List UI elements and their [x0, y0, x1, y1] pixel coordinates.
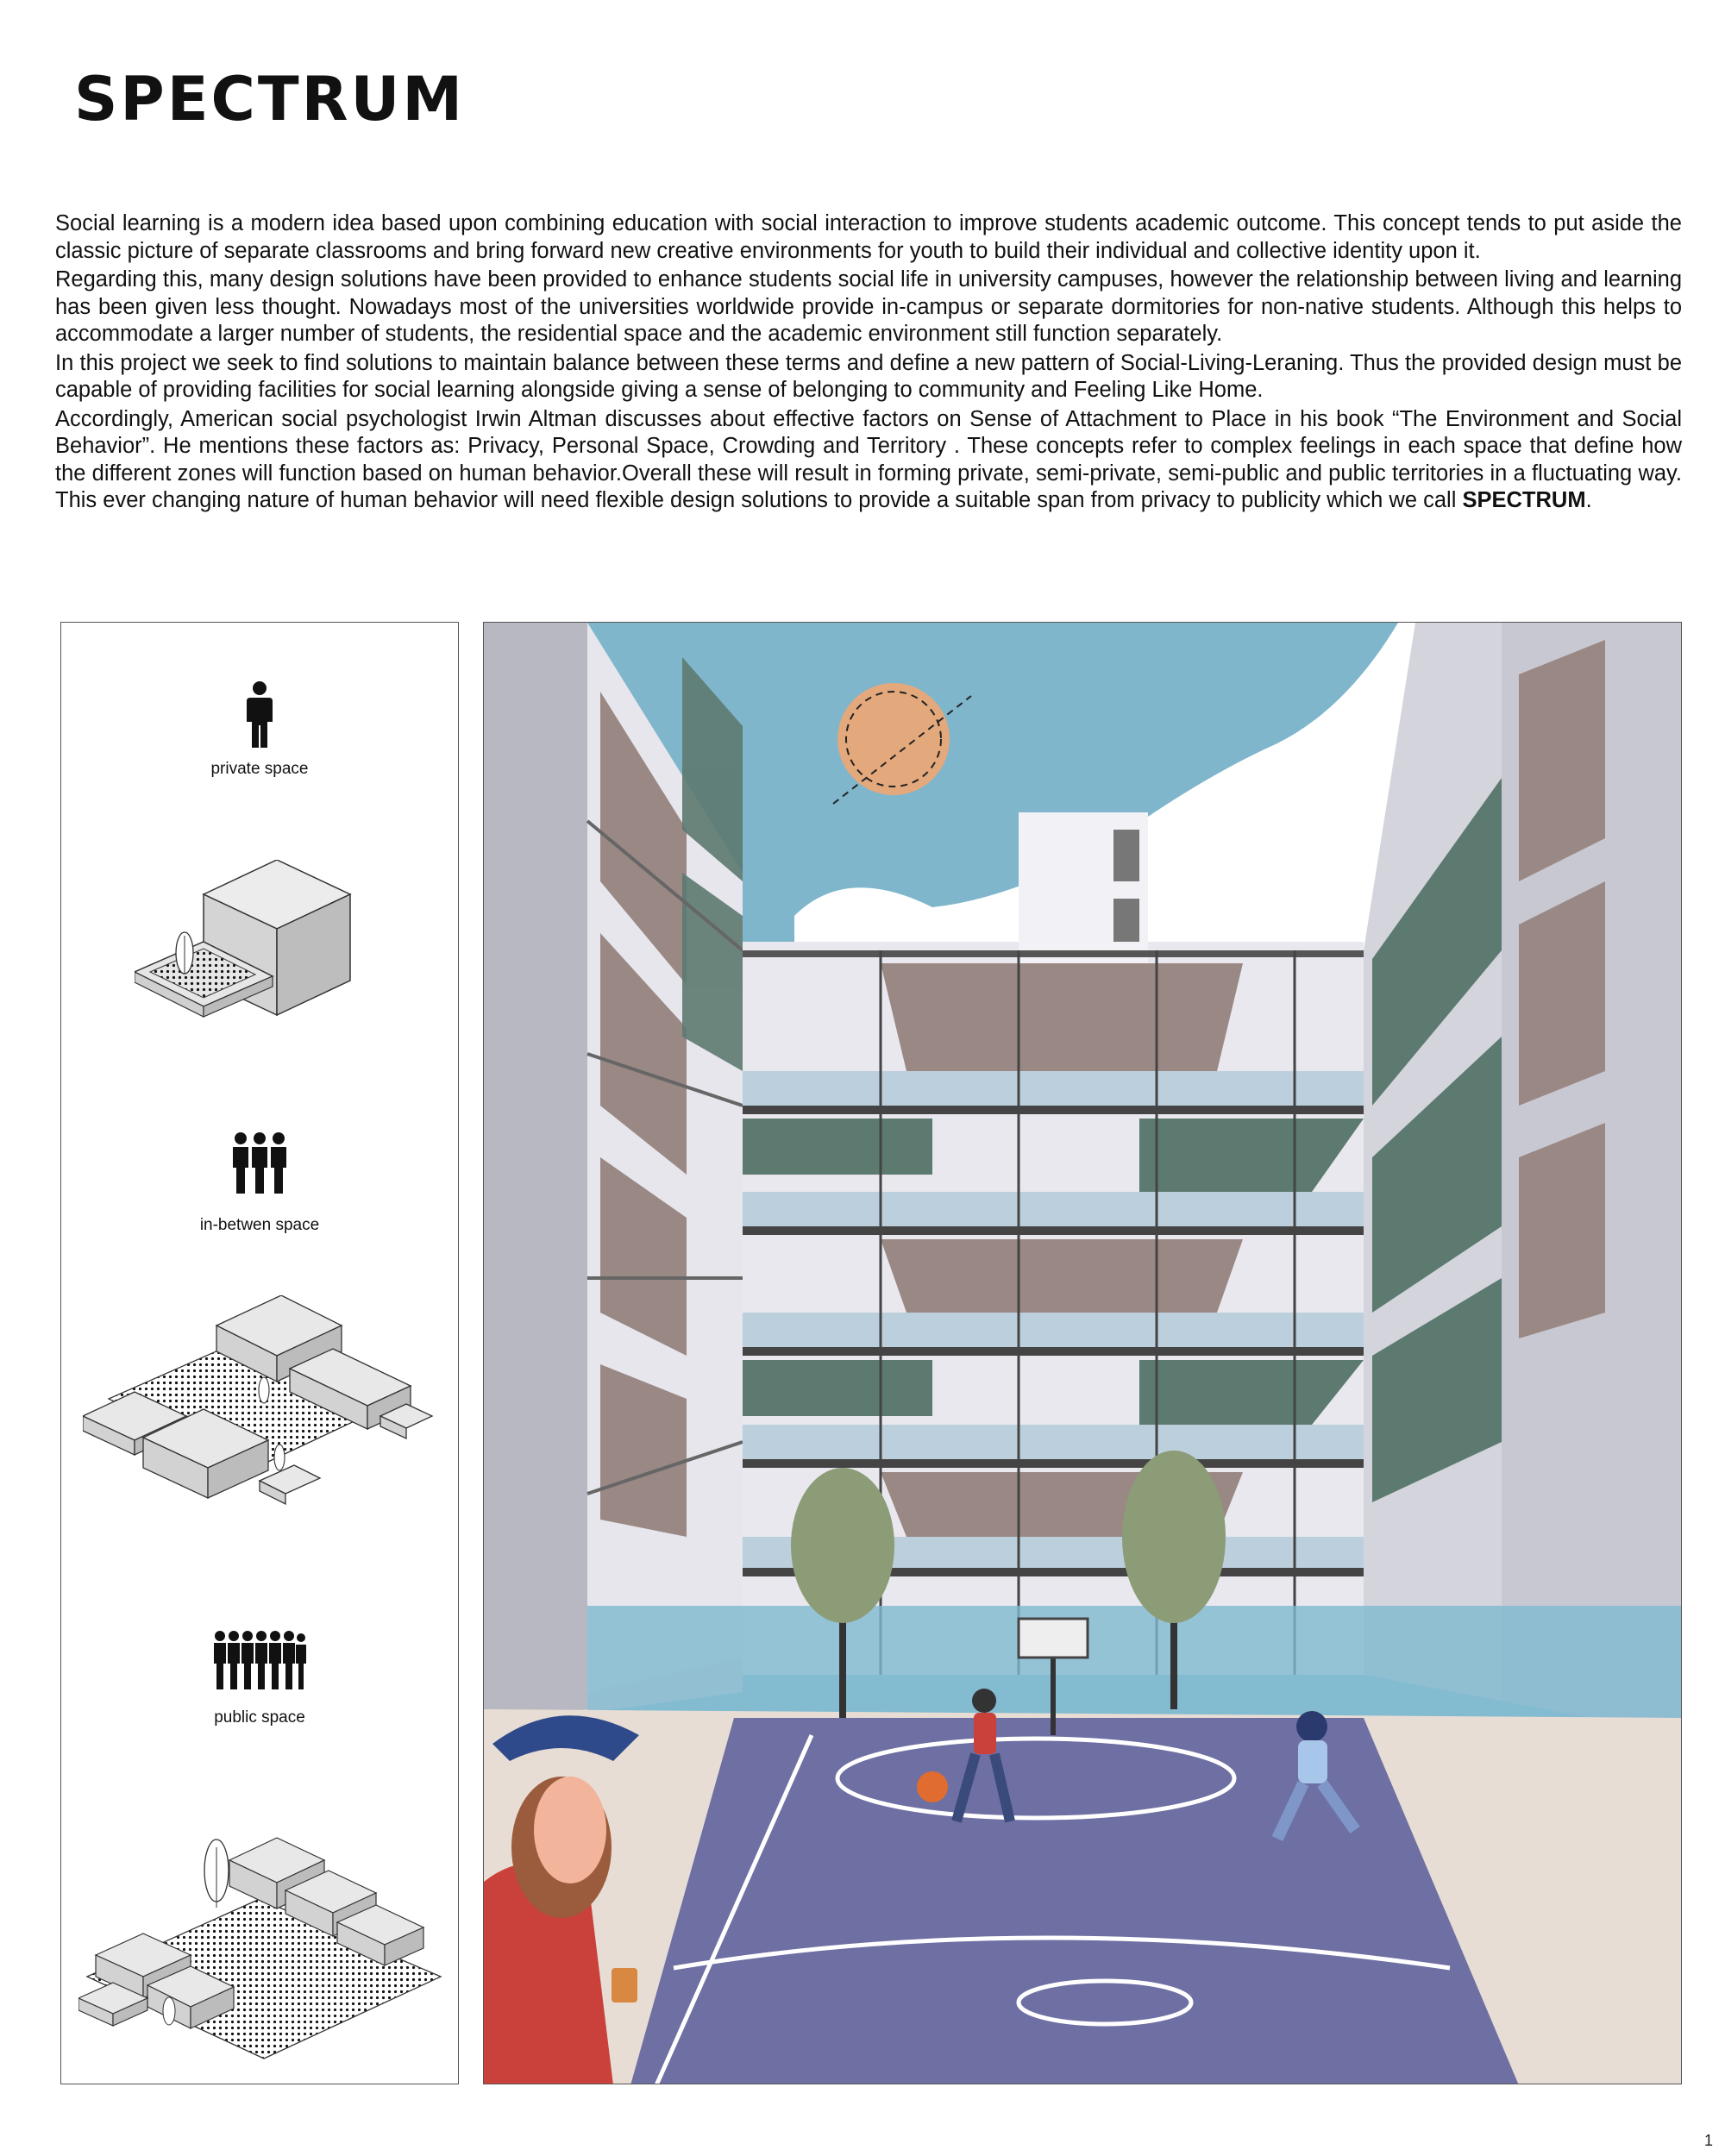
page-title: SPECTRUM	[74, 64, 466, 135]
intro-paragraph-1: Social learning is a modern idea based upon combining education with social interaction to improve students academic outcome. This concept tends to put aside the classic picture of separate classrooms and bring forward new creative environments for youth to build their individual and collective identity upon it.	[55, 211, 1682, 263]
intro-paragraph-3: In this project we seek to find solutions to maintain balance between these terms and define a new pattern of Social-Living-Leraning. Thus the provided design must be capable of providing facilities for social learning alongside giving a sense of belonging to community and Feeling Like Home.	[55, 350, 1682, 402]
crowd-icon	[211, 1629, 308, 1693]
intro-paragraph-4-end: .	[1585, 488, 1592, 512]
courtyard-illustration	[483, 622, 1682, 2084]
in-between-space-isometric	[83, 1295, 445, 1528]
intro-paragraph-2: Regarding this, many design solutions have been provided to enhance students social life in university campuses, however the relationship between living and learning has been given less thought. Nowadays most of the universities worldwide provide in-campus or separate dormitories for non-native students. Although this helps to accommodate a larger number of students, the residential space and the academic environment still function separately.	[55, 267, 1682, 346]
spectrum-emphasis: SPECTRUM	[1462, 488, 1586, 512]
public-space-label: public space	[214, 1708, 305, 1727]
in-between-space-block	[61, 1131, 458, 1235]
small-group-icon	[231, 1131, 288, 1195]
single-person-icon	[242, 680, 277, 749]
intro-paragraph-4	[55, 406, 1682, 515]
private-space-label: private space	[210, 760, 309, 778]
public-space-isometric	[78, 1826, 449, 2076]
in-between-space-label: in-betwen space	[199, 1216, 320, 1234]
page-number: 1	[1703, 2132, 1713, 2149]
private-space-isometric	[135, 860, 393, 1058]
basketball	[917, 1771, 948, 1802]
private-space-block	[61, 680, 458, 779]
spatial-diagram-panel	[60, 622, 459, 2084]
basketball-court	[630, 1718, 1519, 2084]
sun	[837, 683, 950, 795]
intro-paragraph-4-text: Accordingly, American social psychologist Irwin Altman discusses about effective factors on Sense of Attachment to Place in his book “The Environment and Social Behavior”. He mentions these factors as: Privacy, Personal Space, Crowding and Territory . These concepts refer to complex feelings in each space that define how the different zones will function based on human behavior.Overall these will result in forming private, semi-private, semi-public and public territories in a fluctuating way. This ever changing nature of human behavior will need flexible design solutions to provide a suitable span from privacy to publicity which we call	[55, 406, 1682, 512]
public-space-block	[61, 1629, 458, 1727]
intro-text	[55, 210, 1682, 517]
courtyard-scene	[484, 623, 1682, 2084]
